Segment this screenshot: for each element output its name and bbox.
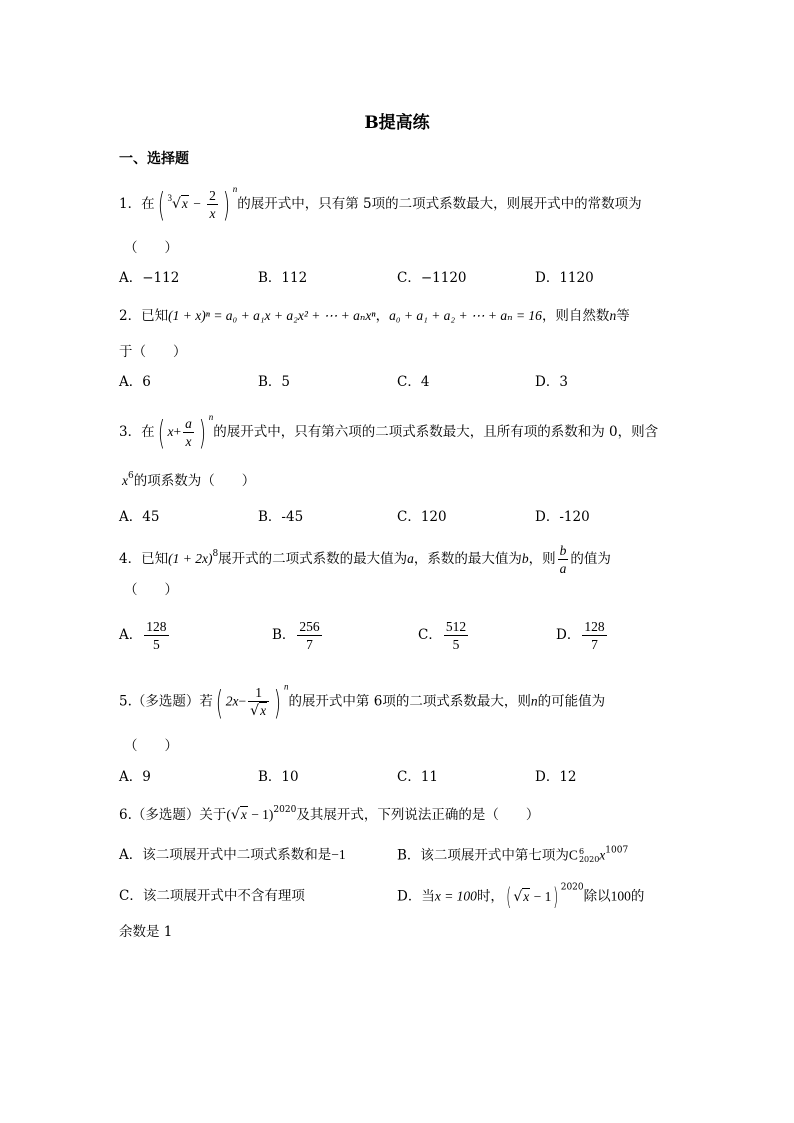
q4-option-b (272, 619, 324, 652)
q3-frac-num: a (185, 416, 192, 431)
q6-option-b (397, 845, 629, 864)
section-heading: 一、选择题 (119, 151, 189, 167)
q6-opt-d-radicand: x (523, 888, 530, 904)
q3-exponent: n (208, 412, 214, 423)
q6-opt-d-post: 除以 (583, 888, 611, 905)
question-2 (119, 309, 630, 324)
q3-option-c: C．120 (397, 509, 447, 525)
q3-option-b: B．-45 (258, 509, 304, 525)
q2-option-c: C．4 (397, 374, 430, 390)
q4-text: 展开式的二项式系数的最大值为 (218, 551, 408, 568)
q5-frac-num: 1 (255, 685, 262, 700)
q4-frac-num: b (559, 543, 567, 558)
q4-opt-a-label: A． (119, 627, 143, 644)
right-paren: ) (273, 682, 282, 722)
question-3 (119, 412, 659, 453)
q4-expression: (1 + 2x) (168, 551, 213, 567)
q6-expr-tail: − 1) (247, 807, 274, 822)
q3-number: 3．在 (119, 424, 155, 441)
q4-var-b: b (521, 551, 529, 567)
q4-option-d (556, 619, 609, 652)
q1-option-d: D．1120 (535, 270, 594, 286)
q3-line2-text: 的项系数为（ ） (133, 473, 256, 489)
q6-expression: (√x − 1) (226, 807, 274, 823)
q5-option-d: D．12 (535, 769, 577, 785)
q4-opt-d-frac (582, 619, 606, 652)
q1-cbrt: $^3$√x (167, 193, 188, 213)
q4-option-c (418, 619, 470, 652)
q1-option-a: A．−112 (119, 270, 180, 286)
q4-opt-b-den: 7 (297, 635, 321, 653)
q1-option-c: C．−1120 (397, 270, 467, 286)
q1-minus: − (193, 196, 201, 212)
q6-opt-d-end: 的 (630, 888, 645, 905)
left-paren: ( (157, 185, 165, 225)
q6-option-d-line2: 余数是 1 (119, 924, 173, 940)
q2-option-b: B．5 (258, 374, 291, 390)
q1-frac-num: 2 (209, 188, 216, 203)
right-paren: ) (222, 185, 230, 225)
q5-text-post: 的可能值为 (537, 693, 606, 710)
q4-var-a: a (407, 551, 414, 567)
q6-opt-b-c: C (568, 847, 578, 863)
q6-opt-b-sup: 6 (578, 847, 585, 856)
q2-text-end: 等 (616, 308, 630, 324)
q4-opt-b-frac (297, 619, 321, 652)
q3-x: x (167, 424, 174, 440)
q6-opt-a-text: A．该二项展开式中二项式系数和是 (119, 847, 332, 863)
q1-number: 1．在 (119, 196, 155, 213)
q4-opt-c-label: C． (418, 627, 442, 644)
q5-variable: n (530, 693, 538, 709)
q1-option-b: B．112 (258, 270, 308, 286)
q1-radicand: x (181, 196, 188, 212)
q5-option-a: A．9 (119, 769, 151, 785)
q4-opt-a-den: 5 (144, 635, 168, 653)
q1-text: 的展开式中，只有第 5项的二项式系数最大，则展开式中的常数项为 (237, 196, 642, 213)
q6-opt-d-num: 100 (610, 888, 631, 904)
q4-opt-a-num: 128 (146, 619, 167, 634)
q5-lead: 5.（多选题）若 (119, 693, 213, 710)
q3-option-a: A．45 (119, 509, 160, 525)
q6-opt-b-x: x (599, 847, 606, 863)
q6-opt-b-exp: 1007 (605, 845, 629, 856)
q6-option-c: C．该二项展开式中不含有理项 (119, 888, 305, 904)
q5-radicand: x (260, 702, 267, 718)
q1-root-index: 3 (167, 193, 172, 204)
q1-exponent: n (232, 184, 238, 195)
q6-opt-d-eq: x = 100 (434, 888, 477, 904)
q6-radicand: x (240, 807, 247, 822)
q1-frac-den: x (207, 204, 218, 222)
q2-option-d: D．3 (535, 374, 568, 390)
q3-line2-var: x (122, 473, 128, 488)
q3-fraction (183, 416, 194, 449)
q4-answer-paren: （ ） (124, 582, 178, 598)
q1-fraction (207, 188, 218, 221)
q4-text-mid: ，系数的最大值为 (413, 551, 522, 568)
q5-answer-paren: （ ） (124, 738, 178, 754)
q4-opt-d-den: 7 (582, 635, 606, 653)
q4-opt-d-label: D． (556, 627, 581, 644)
q3-plus: + (173, 424, 182, 440)
q6-opt-d-text: D．当 (397, 888, 435, 905)
q4-fraction (558, 543, 569, 576)
left-paren: ( (157, 413, 165, 453)
q2-comma: ， (375, 308, 390, 324)
q6-option-d: D．当x = 100时，( √x − 1) $^{2020}$除以100的 (397, 882, 645, 911)
q3-option-d: D．-120 (535, 509, 590, 525)
q6-opt-a-value: −1 (331, 847, 346, 862)
q2-variable: n (609, 308, 617, 323)
question-5 (119, 681, 606, 722)
q4-opt-a-frac (144, 619, 168, 652)
q2-lead: 2．已知 (119, 308, 169, 324)
q2-equation-1: (1 + x)ⁿ = a₀ + a₁x + a₂x² + ⋯ + aₙxⁿ (168, 308, 376, 323)
question-6 (119, 805, 540, 823)
q2-text: ，则自然数 (541, 308, 610, 324)
q4-frac-den: a (559, 560, 567, 576)
q4-opt-c-num: 512 (445, 619, 467, 634)
q6-lead: 6.（多选题）关于 (119, 807, 227, 823)
right-paren: ) (553, 883, 559, 911)
q4-lead: 4．已知 (119, 551, 169, 568)
q6-text: 及其展开式，下列说法正确的是（ ） (296, 807, 540, 823)
q2-line-2: 于（ ） (119, 344, 187, 360)
q3-text: 的展开式中，只有第六项的二项式系数最大，且所有项的系数和为 0，则含 (213, 424, 659, 441)
q6-opt-b-indices (579, 848, 599, 864)
q6-opt-b-sub: 2020 (578, 855, 600, 864)
q1-answer-paren: （ ） (124, 240, 178, 256)
q6-exponent: 2020 (273, 805, 297, 815)
q4-opt-b-num: 256 (299, 619, 320, 634)
left-paren: ( (215, 682, 223, 722)
right-paren: ) (198, 413, 206, 453)
q5-option-b: B．10 (258, 769, 299, 785)
q6-opt-d-mid: 时， (476, 888, 504, 905)
q4-text-post: 的值为 (570, 551, 611, 568)
q2-equation-2: a₀ + a₁ + a₂ + ⋯ + aₙ = 16 (389, 308, 542, 323)
q6-option-a (119, 848, 346, 863)
left-paren: ( (506, 883, 512, 911)
q3-frac-den: x (183, 432, 194, 450)
q3-line2-exp: 6 (128, 471, 134, 481)
q5-minus: − (238, 693, 247, 709)
q6-opt-b-text: B．该二项展开式中第七项为 (397, 847, 569, 864)
q5-fraction (248, 685, 269, 719)
q5-option-c: C．11 (397, 769, 439, 785)
q2-option-a: A．6 (119, 374, 151, 390)
page-title: B提高练 (364, 113, 430, 133)
question-1 (119, 184, 642, 225)
q4-exponent: 8 (212, 549, 219, 560)
q5-frac-den: √x (248, 701, 269, 720)
q4-text-mid2: ，则 (528, 551, 556, 568)
q4-opt-c-frac (444, 619, 468, 652)
q5-2x: 2x (225, 693, 239, 709)
q4-option-a (119, 619, 171, 652)
q6-opt-d-exp: 2020 (560, 882, 584, 893)
q3-line-2 (122, 471, 256, 489)
q4-opt-d-num: 128 (584, 619, 605, 634)
q5-text: 的展开式中第 6项的二项式系数最大，则 (288, 693, 531, 710)
q5-exponent: n (283, 681, 289, 692)
question-4 (119, 543, 611, 576)
q4-opt-b-label: B． (272, 627, 296, 644)
q4-opt-c-den: 5 (444, 635, 468, 653)
